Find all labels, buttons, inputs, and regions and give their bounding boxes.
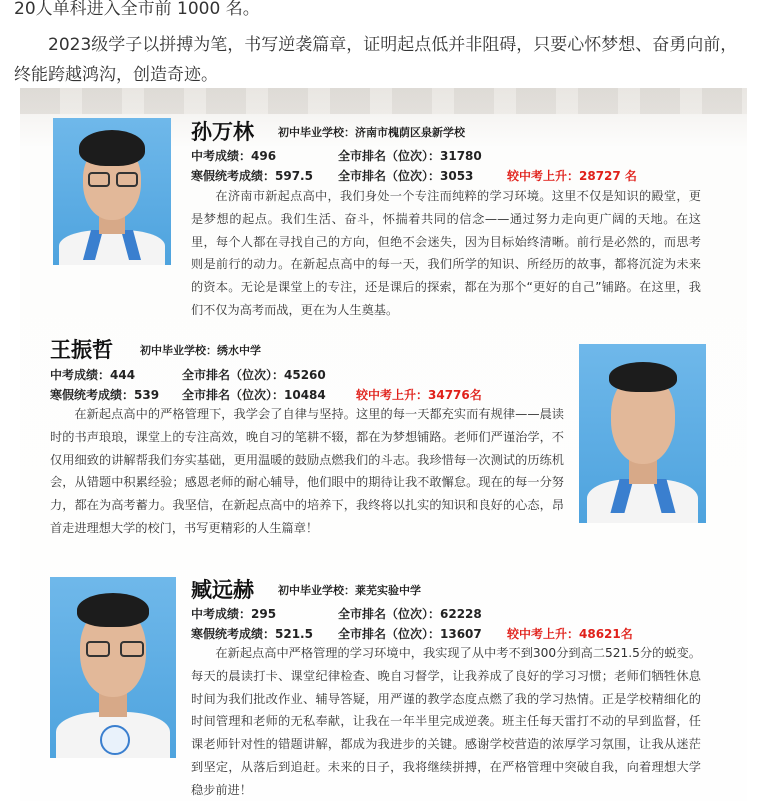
student-photo-2 xyxy=(579,344,706,523)
zhongkao-score-3: 中考成绩：295 xyxy=(191,607,277,621)
intro-line-1: 20人单科进入全市前 1000 名。 xyxy=(14,0,260,19)
student-name-2: 王振哲 xyxy=(50,338,113,362)
zhongkao-rank-1: 全市排名（位次）：31780 xyxy=(338,149,482,163)
student-photo-3 xyxy=(50,577,176,758)
zhongkao-rank-2: 全市排名（位次）：45260 xyxy=(182,368,326,382)
student-school-1: 初中毕业学校：济南市槐荫区泉新学校 xyxy=(278,126,465,139)
winter-rank-2: 全市排名（位次）：10484 xyxy=(182,388,326,402)
zhongkao-score-1: 中考成绩：496 xyxy=(191,149,277,163)
student-story-1: 在济南市新起点高中，我们身处一个专注而纯粹的学习环境。这里不仅是知识的殿堂，更是梦想的起点。我们生活、奋斗，怀揣着共同的信念——通过努力走向更广阔的天地。在这里，每个人都在寻找自己的方向，但绝不会迷失，因为目标始终清晰。前行是必然的，而思考则是前行的动力。在新起点高中的每一天，我们所学的知识、所经历的故事，都将沉淀为未来的资本。无论是课堂上的专注，还是课后的探索，都在为那个“更好的自己”铺路。在这里，我们不仅为高考而战，更在为人生奠基。 xyxy=(191,189,701,317)
rank-rise-3: 较中考上升：48621名 xyxy=(507,627,633,641)
winter-score-1: 寒假统考成绩：597.5 xyxy=(191,169,313,183)
winter-score-2: 寒假统考成绩：539 xyxy=(50,388,160,402)
student-story-2: 在新起点高中的严格管理下，我学会了自律与坚持。这里的每一天都充实而有规律——晨读时的书声琅琅，课堂上的专注高效，晚自习的笔耕不辍，都在为梦想铺路。老师们严谨治学，不仅用细致的讲解帮我们夯实基础，更用温暖的鼓励点燃我们的斗志。我珍惜每一次测试的历练机会，从错题中积累经验；感恩老师的耐心辅导，他们眼中的期待让我不敢懈怠。现在的每一分努力，都在为高考蓄力。我坚信，在新起点高中的培养下，我终将以扎实的知识和良好的心态，昂首走进理想大学的校门，书写更精彩的人生篇章！ xyxy=(50,407,564,535)
student-school-2: 初中毕业学校：绣水中学 xyxy=(140,344,261,357)
honor-poster xyxy=(20,88,747,801)
student-school-3: 初中毕业学校：莱芜实验中学 xyxy=(278,584,421,597)
student-name-3: 臧远赫 xyxy=(191,578,254,602)
zhongkao-rank-3: 全市排名（位次）：62228 xyxy=(338,607,482,621)
student-story-3: 在新起点高中严格管理的学习环境中，我实现了从中考不到300分到高二521.5分的蜕变。每天的晨读打卡、课堂纪律检查、晚自习督学，让我养成了良好的学习习惯；老师们牺牲休息时间为我们批改作业、辅导答疑，用严谨的教学态度点燃了我的学习热情。正是学校精细化的时间管理和老师的无私奉献，让我在一年半里完成逆袭。班主任每天雷打不动的早到监督，任课老师针对性的错题讲解，都成为我进步的关键。感谢学校营造的浓厚学习氛围，让我从迷茫到坚定，从落后到追赶。未来的日子，我将继续拼搏，在严格管理中突破自我，向着理想大学稳步前进！ xyxy=(191,646,701,797)
intro-section xyxy=(0,0,765,88)
student-photo-1 xyxy=(53,118,171,265)
winter-rank-3: 全市排名（位次）：13607 xyxy=(338,627,482,641)
zhongkao-score-2: 中考成绩：444 xyxy=(50,368,136,382)
intro-line-2: 2023级学子以拼搏为笔，书写逆袭篇章，证明起点低并非阻碍，只要心怀梦想、奋勇向前，终能跨越鸿沟，创造奇迹。 xyxy=(14,35,738,85)
rank-rise-1: 较中考上升：28727 名 xyxy=(507,169,637,183)
winter-rank-1: 全市排名（位次）：3053 xyxy=(338,169,474,183)
student-name-1: 孙万林 xyxy=(191,120,254,144)
winter-score-3: 寒假统考成绩：521.5 xyxy=(191,627,313,641)
rank-rise-2: 较中考上升：34776名 xyxy=(356,388,482,402)
